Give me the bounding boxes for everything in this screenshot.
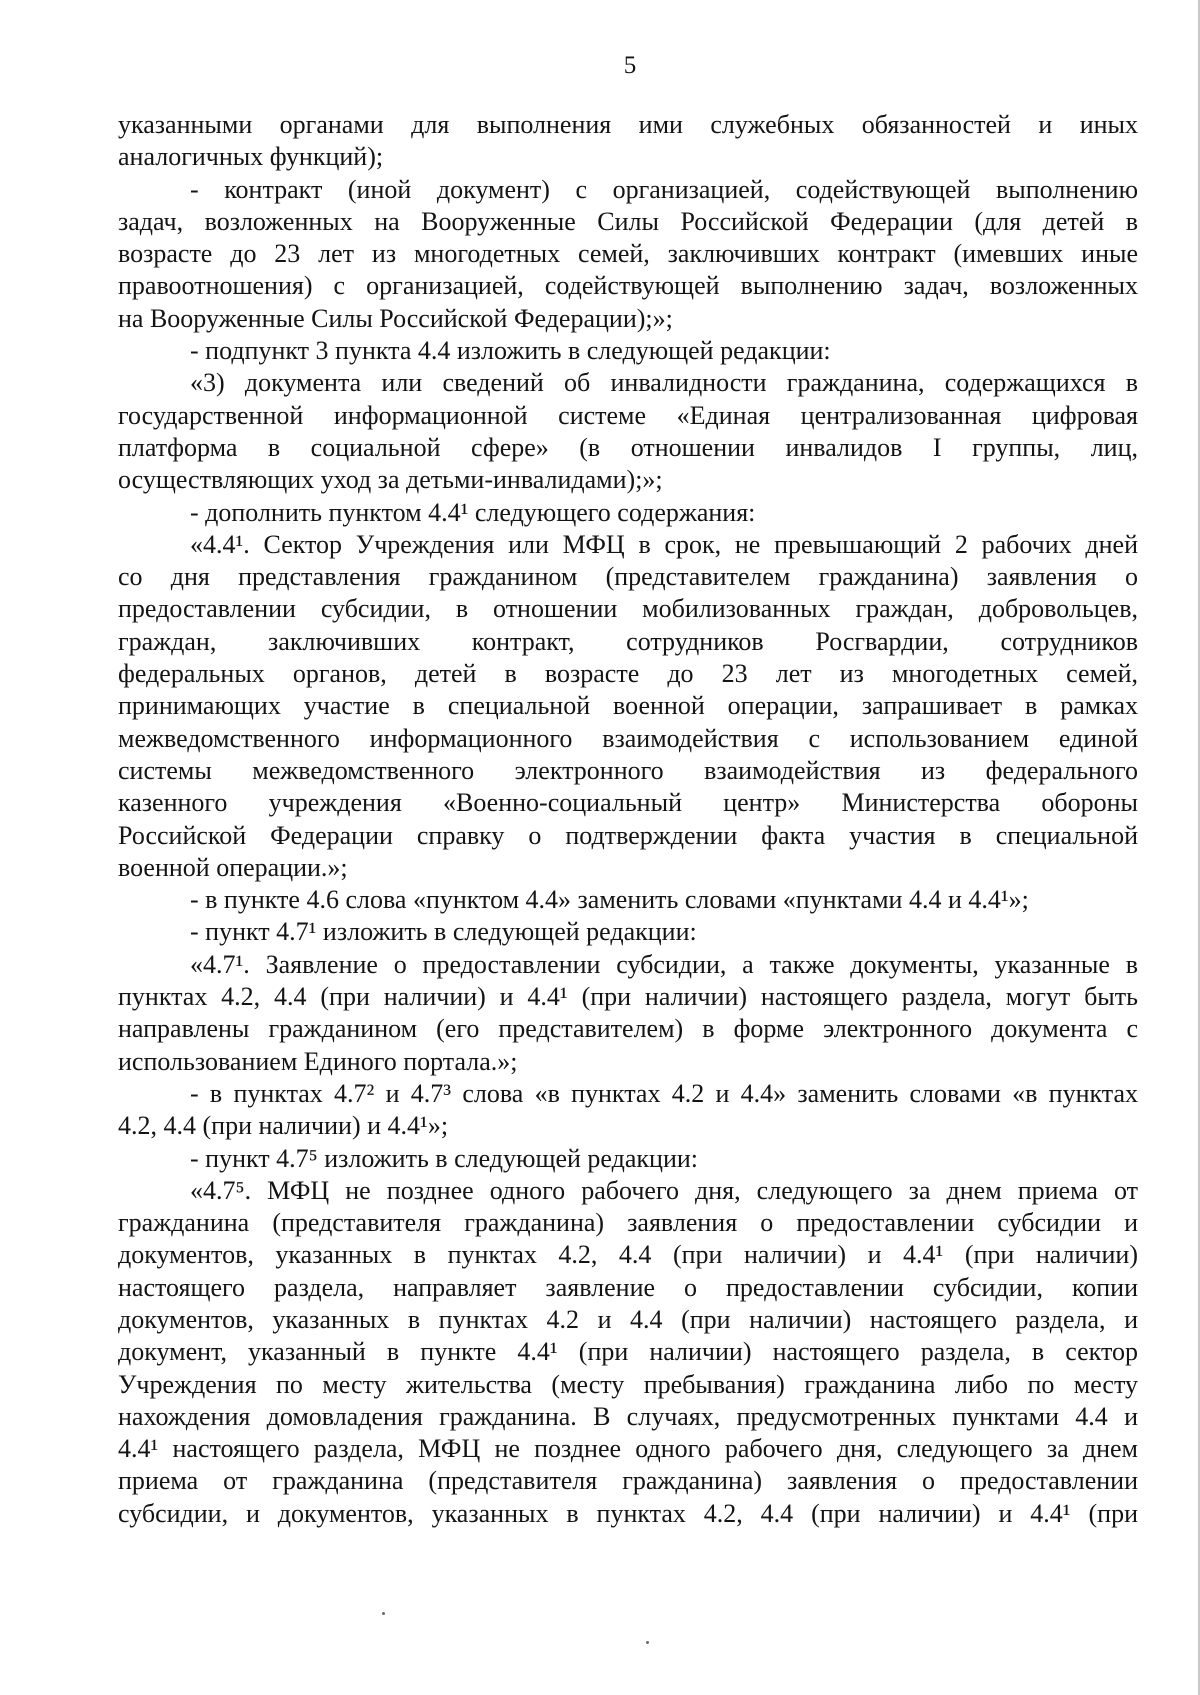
text-line: документ, указанный в пункте 4.4¹ (при наличии) настоящего раздела, в сектор [118, 1337, 1138, 1367]
text-line: Российской Федерации справку о подтверждении факта участия в специальной [118, 820, 1138, 850]
text-line: военной операции.»; [118, 852, 348, 882]
text-line: направлены гражданином (его представителем) в форме электронного документа с [118, 1014, 1138, 1044]
text-line: субсидии, и документов, указанных в пунктах 4.2, 4.4 (при наличии) и 4.4¹ (при [118, 1498, 1138, 1528]
text-line: «4.7⁵. МФЦ не позднее одного рабочего дня, следующего за днем приема от [190, 1175, 1138, 1205]
text-line: - в пунктах 4.7² и 4.7³ слова «в пунктах 4.2 и 4.4» заменить словами «в пунктах [190, 1078, 1138, 1108]
text-line: - в пункте 4.6 слова «пунктом 4.4» заменить словами «пунктами 4.4 и 4.4¹»; [190, 885, 1029, 915]
text-line: документов, указанных в пунктах 4.2 и 4.4 (при наличии) настоящего раздела, и [118, 1304, 1138, 1334]
scan-speck [382, 1612, 385, 1615]
text-line: «4.4¹. Сектор Учреждения или МФЦ в срок, не превышающий 2 рабочих дней [190, 529, 1138, 559]
text-line: пунктах 4.2, 4.4 (при наличии) и 4.4¹ (при наличии) настоящего раздела, могут быть [118, 982, 1138, 1012]
text-line: осуществляющих уход за детьми-инвалидами);»; [118, 465, 663, 495]
text-line: задач, возложенных на Вооруженные Силы Российской Федерации (для детей в [118, 206, 1138, 236]
text-line: правоотношения) с организацией, содействующей выполнению задач, возложенных [118, 271, 1138, 301]
text-line: настоящего раздела, направляет заявление о предоставлении субсидии, копии [118, 1272, 1138, 1302]
text-line: «3) документа или сведений об инвалидности гражданина, содержащихся в [190, 368, 1138, 398]
document-body [118, 109, 1138, 1530]
text-line: государственной информационной системе «Единая централизованная цифровая [118, 400, 1138, 430]
text-line: возрасте до 23 лет из многодетных семей, заключивших контракт (имевших иные [118, 239, 1138, 269]
text-line: аналогичных функций); [118, 142, 384, 172]
text-line: приема от гражданина (представителя гражданина) заявления о предоставлении [118, 1466, 1138, 1496]
text-line: документов, указанных в пунктах 4.2, 4.4 (при наличии) и 4.4¹ (при наличии) [118, 1240, 1138, 1270]
text-line: граждан, заключивших контракт, сотрудников Росгвардии, сотрудников [118, 626, 1138, 656]
text-line: платформа в социальной сфере» (в отношении инвалидов I группы, лиц, [118, 432, 1138, 462]
text-line: на Вооруженные Силы Российской Федерации);»; [118, 303, 673, 333]
scan-speck [646, 1641, 649, 1644]
text-line: указанными органами для выполнения ими служебных обязанностей и иных [118, 110, 1138, 139]
text-line: - контракт (иной документ) с организацией, содействующей выполнению [190, 174, 1138, 204]
text-line: «4.7¹. Заявление о предоставлении субсидии, а также документы, указанные в [190, 949, 1138, 979]
text-line: - подпункт 3 пункта 4.4 изложить в следующей редакции: [190, 336, 831, 366]
text-line: гражданина (представителя гражданина) заявления о предоставлении субсидии и [118, 1208, 1138, 1238]
text-line: нахождения домовладения гражданина. В случаях, предусмотренных пунктами 4.4 и [118, 1401, 1138, 1431]
text-line: межведомственного информационного взаимодействия с использованием единой [118, 723, 1138, 753]
text-line: - пункт 4.7¹ изложить в следующей редакции: [190, 917, 697, 947]
text-line: предоставлении субсидии, в отношении мобилизованных граждан, добровольцев, [118, 594, 1138, 624]
text-line: принимающих участие в специальной военной операции, запрашивает в рамках [118, 691, 1138, 721]
text-line: 4.2, 4.4 (при наличии) и 4.4¹»; [118, 1111, 449, 1141]
page-number: 5 [623, 52, 637, 79]
text-line: со дня представления гражданином (представителем гражданина) заявления о [118, 562, 1138, 592]
text-line: федеральных органов, детей в возрасте до 23 лет из многодетных семей, [118, 659, 1138, 689]
text-line: Учреждения по месту жительства (месту пребывания) гражданина либо по месту [118, 1369, 1138, 1399]
text-line: системы межведомственного электронного взаимодействия из федерального [118, 755, 1138, 785]
text-line: - дополнить пунктом 4.4¹ следующего содержания: [190, 497, 756, 527]
text-line: использованием Единого портала.»; [118, 1046, 518, 1076]
text-line: - пункт 4.7⁵ изложить в следующей редакции: [190, 1143, 698, 1173]
text-line: 4.4¹ настоящего раздела, МФЦ не позднее одного рабочего дня, следующего за днем [118, 1434, 1138, 1464]
text-line: казенного учреждения «Военно-социальный центр» Министерства обороны [118, 788, 1138, 818]
